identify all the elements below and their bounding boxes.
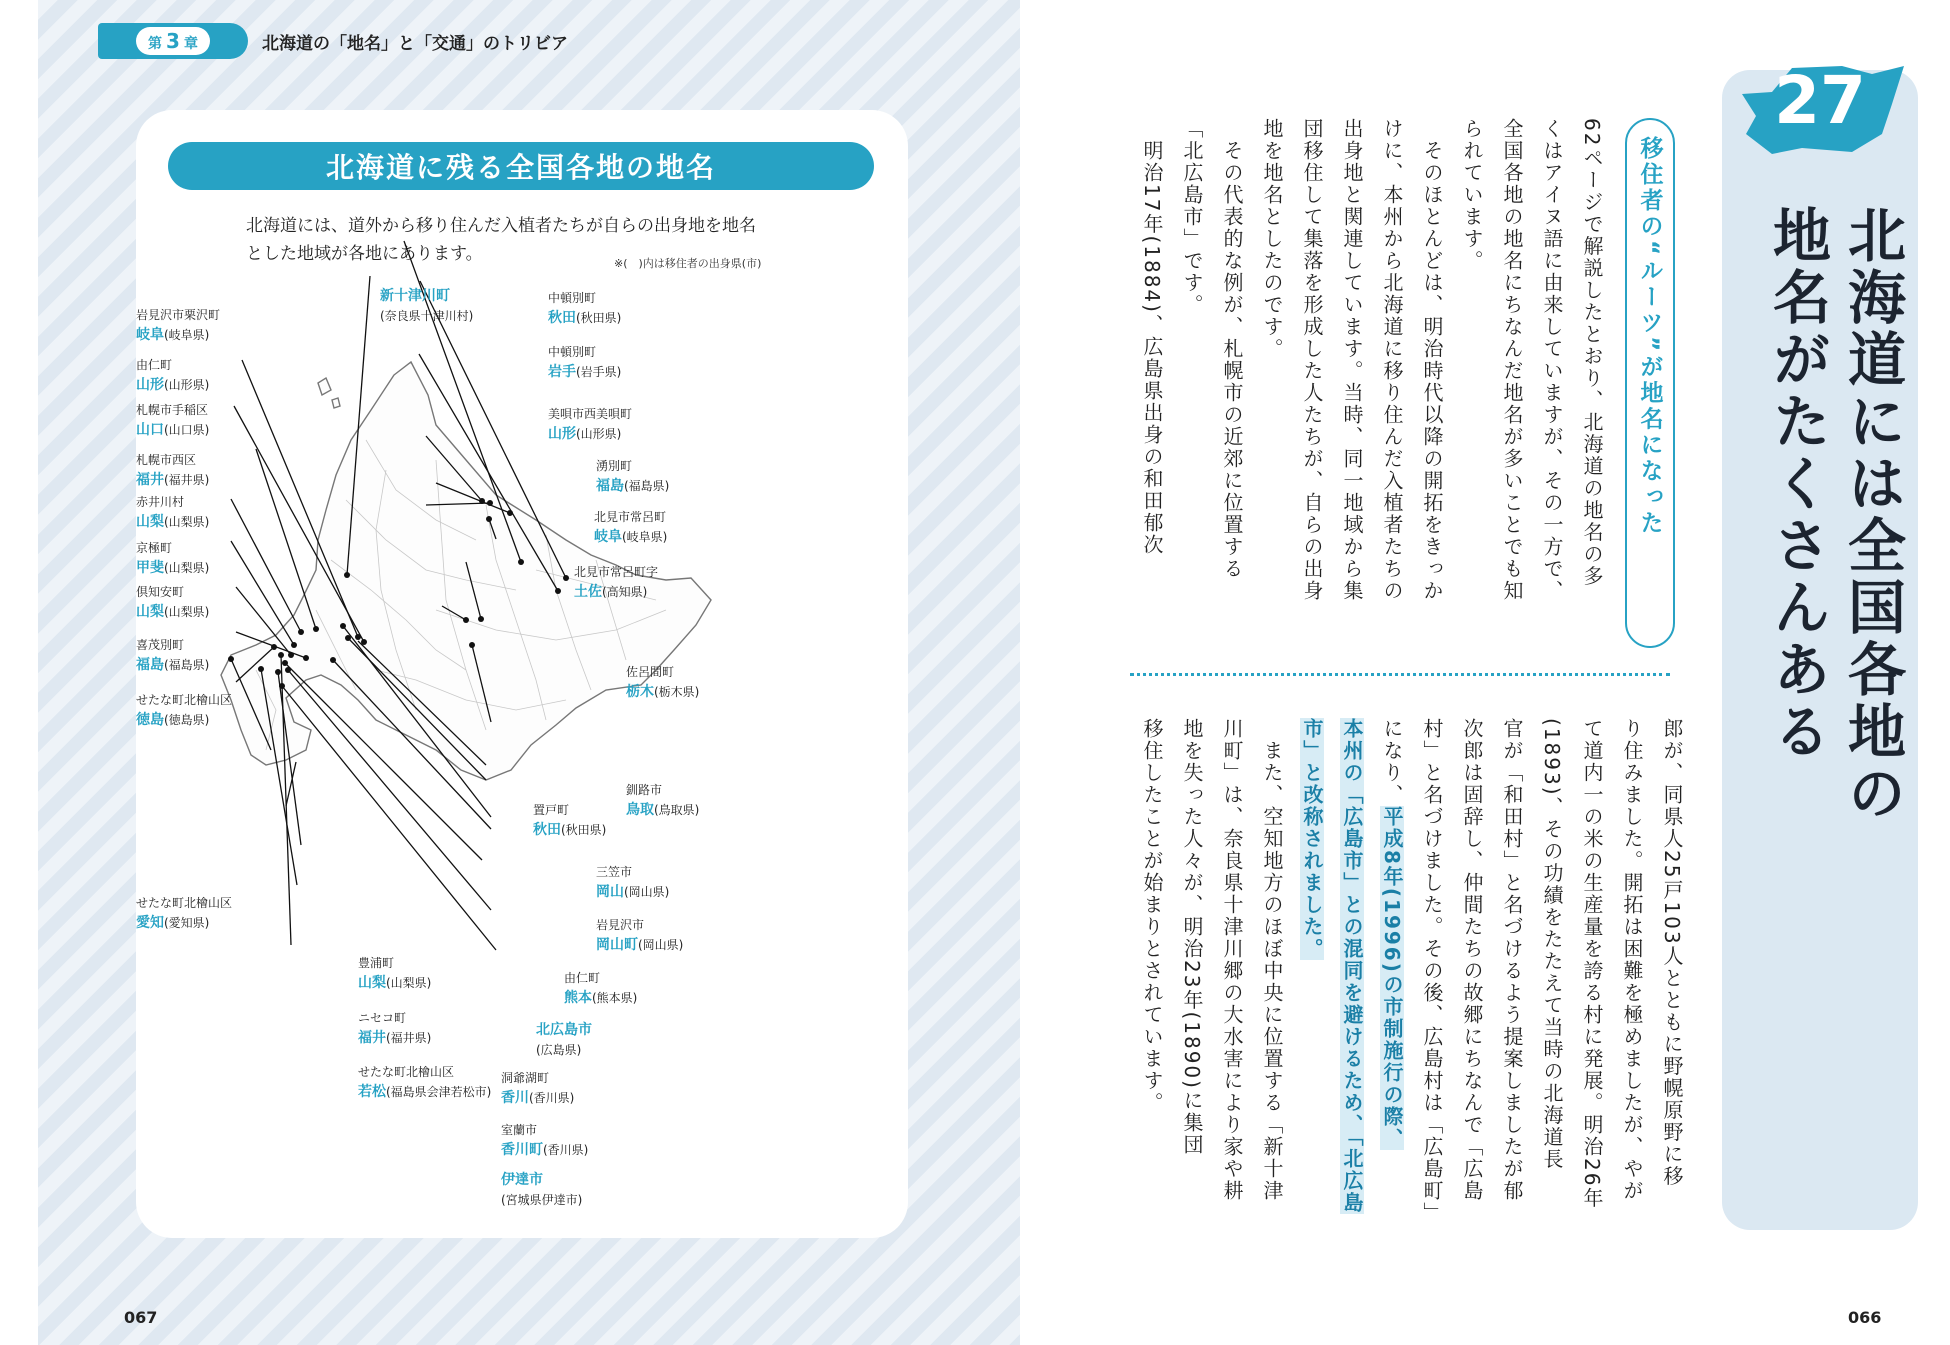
- place-municipality: 由仁町: [564, 971, 601, 985]
- place-origin: (山形県): [576, 427, 622, 441]
- place-municipality: 洞爺湖町: [501, 1071, 550, 1085]
- place-name: 香川町: [501, 1142, 543, 1158]
- body-column: その代表的な例が、札幌市の近郊に位置する: [1220, 140, 1244, 580]
- place-municipality: 佐呂間町: [626, 665, 675, 679]
- place-name: 山形: [548, 426, 576, 442]
- place-municipality: ニセコ町: [358, 1011, 407, 1025]
- place-origin: (鳥取県): [654, 803, 700, 817]
- place-name: 伊達市: [501, 1172, 543, 1188]
- place-name: 秋田: [548, 310, 576, 326]
- place-municipality: 室蘭市: [501, 1123, 538, 1137]
- place-name: 岡山町: [596, 937, 638, 953]
- body-column: て道内一の米の生産量を誇る村に発展。明治26年: [1580, 718, 1604, 1210]
- place-label: [596, 915, 683, 955]
- place-municipality: 喜茂別町: [136, 638, 185, 652]
- place-origin: (高知県): [602, 585, 648, 599]
- place-label: [501, 1068, 574, 1108]
- place-municipality: 赤井川村: [136, 495, 185, 509]
- body-column: [1292, 718, 1332, 1238]
- place-origin: (愛知県): [164, 916, 210, 930]
- place-origin: (山形県): [164, 378, 210, 392]
- body-column: られています。: [1460, 118, 1484, 272]
- place-label: [533, 800, 606, 840]
- intro-line: とした地域が各地にあります。: [246, 244, 483, 264]
- place-name: 山梨: [358, 975, 386, 991]
- place-label: [626, 780, 699, 820]
- place-label: [136, 635, 209, 675]
- place-origin: (福島県会津若松市): [386, 1085, 492, 1099]
- body-column: くはアイヌ語に由来していますが、その一方で、: [1540, 118, 1564, 602]
- place-name: 土佐: [574, 584, 602, 600]
- place-name: 山梨: [136, 604, 164, 620]
- card-title: 北海道に残る全国各地の地名: [168, 142, 874, 190]
- place-municipality: 北見市常呂町: [594, 510, 667, 524]
- place-municipality: 岩見沢市: [596, 918, 645, 932]
- place-origin: (岐阜県): [164, 328, 210, 342]
- place-municipality: せたな町北檜山区: [136, 693, 233, 707]
- body-column: 村」と名づけました。その後、広島村は「広島町」: [1420, 718, 1444, 1224]
- place-label: [501, 1120, 588, 1160]
- body-column: 郎が、同県人25戸103人とともに野幌原野に移: [1660, 718, 1684, 1188]
- body-column: 次郎は固辞し、仲間たちの故郷にちなんで「広島: [1460, 718, 1484, 1202]
- body-column: 出身地と関連しています。当時、同一地域から集: [1340, 118, 1364, 602]
- highlighted-text: 市」と改称されました。: [1300, 718, 1324, 960]
- place-label: [358, 953, 431, 993]
- body-column: 官が「和田村」と名づけるよう提案しましたが郁: [1500, 718, 1524, 1202]
- place-origin: (香川県): [543, 1143, 589, 1157]
- place-origin: (栃木県): [654, 685, 700, 699]
- place-municipality: 中頓別町: [548, 345, 597, 359]
- body-column: 全国各地の地名にちなんだ地名が多いことでも知: [1500, 118, 1524, 602]
- place-municipality: 倶知安町: [136, 585, 185, 599]
- place-origin: (山口県): [164, 423, 210, 437]
- body-column: (1893)、その功績をたたえて当時の北海道長: [1540, 718, 1564, 1171]
- place-municipality: 京極町: [136, 541, 173, 555]
- place-label: [136, 690, 232, 730]
- article-title-line2: 地名がたくさんある: [1763, 205, 1831, 763]
- place-municipality: 置戸町: [533, 803, 570, 817]
- hokkaido-shape-icon: [98, 23, 248, 59]
- place-label: [380, 286, 473, 326]
- place-origin: (福井県): [386, 1031, 432, 1045]
- origin-note: ※( )内は移住者の出身県(市): [614, 257, 762, 270]
- article-number: 27: [1774, 62, 1866, 139]
- intro-line: 北海道には、道外から移り住んだ入植者たちが自らの出身地を地名: [246, 216, 756, 236]
- place-origin: (山梨県): [164, 561, 210, 575]
- place-name: 新十津川町: [380, 288, 450, 304]
- place-name: 栃木: [626, 684, 654, 700]
- place-origin: (岐阜県): [622, 530, 668, 544]
- place-origin: (福井県): [164, 473, 210, 487]
- section-divider: [1130, 673, 1670, 676]
- place-origin: (熊本県): [592, 991, 638, 1005]
- chapter-title: 北海道の「地名」と「交通」のトリビア: [262, 33, 568, 54]
- place-municipality: 三笠市: [596, 865, 633, 879]
- body-column: そのほとんどは、明治時代以降の開拓をきっか: [1420, 140, 1444, 602]
- place-label: [358, 1062, 491, 1102]
- place-name: 福島: [596, 478, 624, 494]
- place-origin: (奈良県十津川村): [380, 309, 474, 323]
- place-origin: (岡山県): [624, 885, 670, 899]
- place-label: [574, 562, 658, 602]
- place-municipality: 札幌市西区: [136, 453, 197, 467]
- place-origin: (山梨県): [164, 605, 210, 619]
- place-name: 岩手: [548, 364, 576, 380]
- page-number-right: 066: [1848, 1308, 1882, 1327]
- place-origin: (福島県): [624, 479, 670, 493]
- body-column: 「北広島市」です。: [1180, 118, 1204, 316]
- place-municipality: 中頓別町: [548, 291, 597, 305]
- place-name: 福井: [358, 1030, 386, 1046]
- place-municipality: せたな町北檜山区: [136, 896, 233, 910]
- place-name: 甲斐: [136, 560, 164, 576]
- place-origin: (山梨県): [386, 976, 432, 990]
- highlighted-text: 本州の「広島市」との混同を避けるため、「北広島: [1340, 718, 1364, 1214]
- chapter-badge: 第 3 章: [136, 27, 210, 55]
- body-column: 地を地名としたのです。: [1260, 118, 1284, 360]
- place-label: [564, 968, 637, 1008]
- highlighted-text: 平成8年(1996)の市制施行の際、: [1380, 806, 1404, 1150]
- place-municipality: 岩見沢市栗沢町: [136, 308, 221, 322]
- place-label: [596, 456, 669, 496]
- place-name: 岐阜: [594, 529, 622, 545]
- place-label: [136, 355, 209, 395]
- place-origin: (秋田県): [576, 311, 622, 325]
- place-origin: (岡山県): [638, 938, 684, 952]
- place-municipality: 豊浦町: [358, 956, 395, 970]
- body-column: また、空知地方のほぼ中央に位置する「新十津: [1260, 740, 1284, 1202]
- place-name: 山形: [136, 377, 164, 393]
- section-subhead: 移住者の“ルーツ”が地名になった: [1625, 118, 1675, 648]
- place-name: 山口: [136, 422, 164, 438]
- place-municipality: 由仁町: [136, 358, 173, 372]
- place-label: [536, 1020, 592, 1060]
- place-origin: (山梨県): [164, 515, 210, 529]
- page-number-left: 067: [124, 1308, 158, 1327]
- body-text: になり、: [1380, 718, 1404, 806]
- place-label: [358, 1008, 431, 1048]
- article-title-line1: 北海道には全国各地の: [1838, 205, 1906, 825]
- place-label: [548, 288, 621, 328]
- body-column: 川町」は、奈良県十津川郷の大水害により家や耕: [1220, 718, 1244, 1202]
- place-label: [136, 400, 209, 440]
- place-name: 熊本: [564, 990, 592, 1006]
- map-card: [136, 110, 908, 1238]
- place-origin: (徳島県): [164, 713, 210, 727]
- place-name: 山梨: [136, 514, 164, 530]
- place-name: 愛知: [136, 915, 164, 931]
- place-name: 秋田: [533, 822, 561, 838]
- body-column: [1332, 718, 1372, 1238]
- place-municipality: 北見市常呂町字: [574, 565, 659, 579]
- place-origin: (秋田県): [561, 823, 607, 837]
- body-column: 明治17年(1884)、広島県出身の和田郁次: [1140, 140, 1164, 556]
- place-origin: (宮城県伊達市): [501, 1193, 583, 1207]
- body-column: り住みました。開拓は困難を極めましたが、やが: [1620, 718, 1644, 1202]
- place-name: 香川: [501, 1090, 529, 1106]
- place-name: 北広島市: [536, 1022, 592, 1038]
- place-municipality: 釧路市: [626, 783, 663, 797]
- place-label: [136, 305, 220, 345]
- place-origin: (福島県): [164, 658, 210, 672]
- place-municipality: 札幌市手稲区: [136, 403, 209, 417]
- place-name: 鳥取: [626, 802, 654, 818]
- place-origin: (広島県): [536, 1043, 582, 1057]
- place-municipality: 湧別町: [596, 459, 633, 473]
- body-column: 地を失った人々が、明治23年(1890)に集団: [1180, 718, 1204, 1156]
- place-name: 福島: [136, 657, 164, 673]
- place-label: [548, 404, 632, 444]
- chapter-tab: [98, 22, 568, 60]
- body-column: 団移住して集落を形成した人たちが、自らの出身: [1300, 118, 1324, 602]
- place-label: [136, 538, 209, 578]
- place-origin: (香川県): [529, 1091, 575, 1105]
- place-municipality: 美唄市西美唄町: [548, 407, 633, 421]
- body-column: [1372, 718, 1412, 1238]
- place-origin: (岩手県): [576, 365, 622, 379]
- body-column: 移住したことが始まりとされています。: [1140, 718, 1164, 1114]
- place-label: [501, 1170, 582, 1210]
- place-label: [136, 893, 232, 933]
- place-label: [594, 507, 667, 547]
- place-label: [136, 582, 209, 622]
- place-name: 徳島: [136, 712, 164, 728]
- place-label: [136, 450, 209, 490]
- place-label: [596, 862, 669, 902]
- place-name: 岐阜: [136, 327, 164, 343]
- place-name: 若松: [358, 1084, 386, 1100]
- body-column: けに、本州から北海道に移り住んだ入植者たちの: [1380, 118, 1404, 602]
- place-label: [626, 662, 699, 702]
- place-municipality: せたな町北檜山区: [358, 1065, 455, 1079]
- place-label: [548, 342, 621, 382]
- body-column: 62ページで解説したとおり、北海道の地名の多: [1580, 118, 1604, 588]
- place-label: [136, 492, 209, 532]
- place-name: 岡山: [596, 884, 624, 900]
- place-name: 福井: [136, 472, 164, 488]
